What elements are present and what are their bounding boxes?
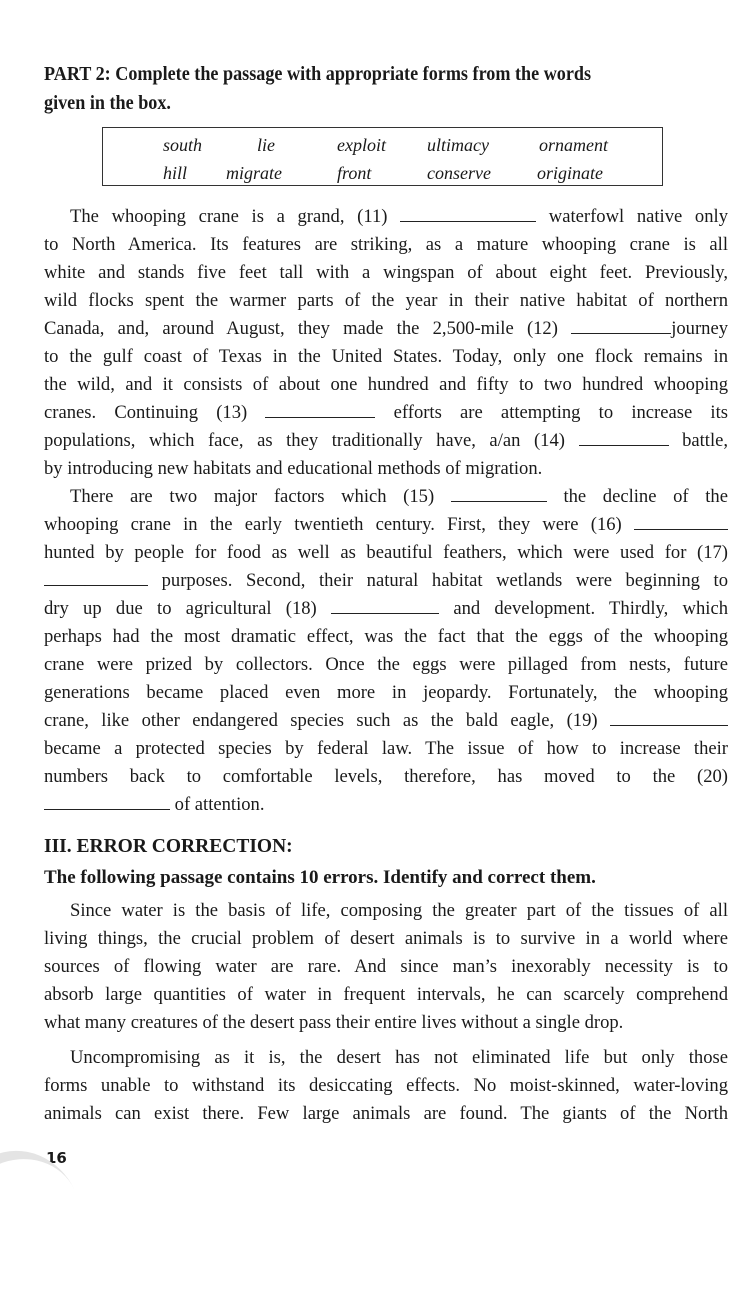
passage-line: purposes. Second, their natural habitat wetlands were beginning to <box>44 567 728 595</box>
passage-line: of attention. <box>44 791 728 819</box>
passage-line: Since water is the basis of life, composing the greater part of the tissues of all <box>70 900 728 921</box>
passage-paragraph-1 <box>44 203 728 483</box>
blank-18[interactable] <box>331 599 439 614</box>
blank-12[interactable] <box>571 319 671 334</box>
passage-line: living things, the crucial problem of desert animals is to survive in a world where <box>44 928 728 949</box>
blank-14[interactable] <box>579 431 669 446</box>
passage-line: wild flocks spent the warmer parts of the year in their native habitat of northern <box>44 290 728 311</box>
blank-20[interactable] <box>44 795 170 810</box>
blank-11[interactable] <box>400 207 536 222</box>
passage-line: perhaps had the most dramatic effect, was the fact that the eggs of the whooping <box>44 626 728 647</box>
page-number: 16 <box>46 1149 67 1167</box>
word-south: south <box>163 135 203 155</box>
passage-line: white and stands five feet tall with a wingspan of about eight feet. Previously, <box>44 262 728 283</box>
passage-line: to North America. Its features are striking, as a mature whooping crane is all <box>44 234 728 255</box>
word-migrate: migrate <box>226 163 282 183</box>
blank-16[interactable] <box>634 515 728 530</box>
passage-line: dry up due to agricultural (18) and development. Thirdly, which <box>44 598 728 619</box>
error-correction-instruction: The following passage contains 10 errors. Identify and correct them. <box>44 867 596 888</box>
word-box <box>102 127 663 186</box>
word-ornament: ornament <box>539 135 608 155</box>
part2-heading-line1: PART 2: Complete the passage with appropriate forms from the words <box>44 64 592 85</box>
passage-line: There are two major factors which (15) the decline of the <box>70 486 728 507</box>
passage-line: Uncompromising as it is, the desert has not eliminated life but only those <box>70 1047 728 1068</box>
passage-line: to the gulf coast of Texas in the United States. Today, only one flock remains in <box>44 346 728 367</box>
passage-line: cranes. Continuing (13) efforts are attempting to increase its <box>44 402 729 423</box>
word-originate: originate <box>537 163 603 183</box>
word-ultimacy: ultimacy <box>427 135 489 155</box>
error-correction-title: III. ERROR CORRECTION: <box>44 836 293 857</box>
passage-line: Canada, and, around August, they made the 2,500-mile (12) journey <box>44 318 729 339</box>
blank-15[interactable] <box>451 487 547 502</box>
passage-line: the wild, and it consists of about one hundred and fifty to two hundred whooping <box>44 374 728 395</box>
passage-line: animals can exist there. Few large animals are found. The giants of the North <box>44 1103 728 1124</box>
passage-line: crane, like other endangered species such as the bald eagle, (19) <box>44 707 728 735</box>
error-passage-paragraph-1 <box>44 897 728 1037</box>
passage-line: generations became placed even more in jeopardy. Fortunately, the whooping <box>44 682 728 703</box>
passage-line: The whooping crane is a grand, (11) waterfowl native only <box>70 206 728 227</box>
passage-line: numbers back to comfortable levels, therefore, has moved to the (20) <box>44 766 728 787</box>
word-exploit: exploit <box>337 135 386 155</box>
passage-line: what many creatures of the desert pass their entire lives without a single drop. <box>44 1012 624 1033</box>
passage-line: whooping crane in the early twentieth century. First, they were (16) <box>44 511 728 539</box>
blank-17[interactable] <box>44 571 148 586</box>
passage-line: hunted by people for food as well as beautiful feathers, which were used for (17) <box>44 542 728 563</box>
passage-line: sources of flowing water are rare. And since man’s inexorably necessity is to <box>44 956 728 977</box>
textbook-page <box>44 60 729 1124</box>
error-passage-paragraph-2 <box>44 1044 728 1128</box>
word-conserve: conserve <box>427 163 491 183</box>
word-hill: hill <box>163 163 188 183</box>
passage-line: crane were prized by collectors. Once the eggs were pillaged from nests, future <box>44 654 728 675</box>
passage-line: became a protected species by federal law. The issue of how to increase their <box>44 738 728 759</box>
passage-line: by introducing new habitats and educational methods of migration. <box>44 458 543 479</box>
passage-line: forms unable to withstand its desiccating effects. No moist-skinned, water-loving <box>44 1075 728 1096</box>
passage-line: populations, which face, as they traditionally have, a/an (14) battle, <box>44 430 729 451</box>
blank-19[interactable] <box>610 711 728 726</box>
word-lie: lie <box>257 135 275 155</box>
word-front: front <box>337 163 372 183</box>
part2-heading-line2: given in the box. <box>44 93 171 114</box>
passage-paragraph-2 <box>44 483 728 819</box>
blank-13[interactable] <box>265 403 375 418</box>
part2-heading <box>44 60 728 118</box>
passage-line: absorb large quantities of water in frequent intervals, he can scarcely comprehend <box>44 984 728 1005</box>
